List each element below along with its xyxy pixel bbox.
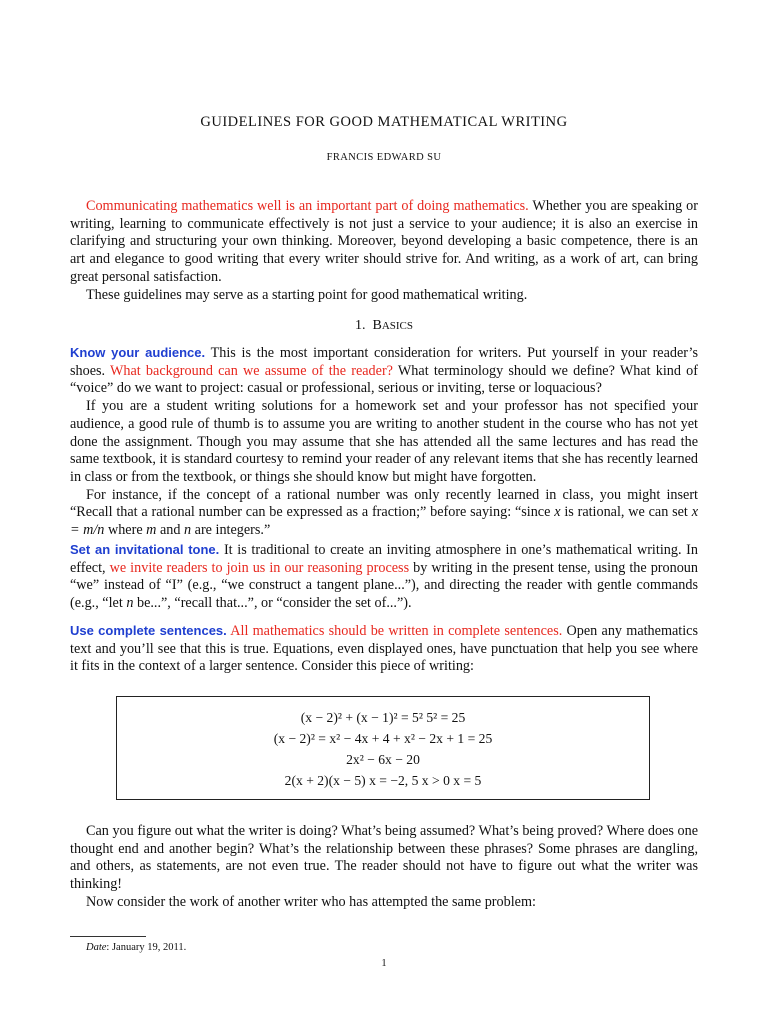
audience-p3-a: For instance, if the concept of a rational number was only recently learned in class, you might insert “Recall that a rational number can be expressed as a fraction;” before saying: “since <box>70 486 698 521</box>
audience-paragraph-1 <box>70 344 698 398</box>
footnote-rule <box>70 936 146 937</box>
tone-text-2: by writing in the present tense, using the pronoun “we” instead of “I” (e.g., “we construct a tangent plane...”), and directing the reader with gentle commands (e.g., “let <box>70 559 698 612</box>
intro-text: Whether you are speaking or writing, learning to communicate effectively is not just a service to your audience; it is also an exercise in clarifying and structuring your own thinking. Moreover, beyond developing a basic competence, there is an art and elegance to good writing that every writer should strive for. And writing, as a work of art, can bring great personal satisfaction. <box>70 198 698 285</box>
audience-p3-b: is rational, we can set <box>560 504 692 521</box>
footnote <box>86 942 186 953</box>
math-x: x <box>554 504 561 521</box>
section-title-rest: ASICS <box>381 320 414 332</box>
audience-p3-d: and <box>156 522 185 539</box>
audience-heading: Know your audience. <box>70 345 206 360</box>
intro-section <box>70 198 698 304</box>
tone-paragraph <box>70 541 698 613</box>
math-x-eq-m-over-n: x = m/n <box>70 504 698 539</box>
tone-text-3: be...”, “recall that...”, or “consider the set of...”). <box>133 595 412 612</box>
tone-highlight: we invite readers to join us in our reasoning process <box>109 559 410 576</box>
sentences-paragraph <box>70 622 698 676</box>
footnote-label: Date <box>86 942 107 953</box>
math-line-1: (x − 2)² + (x − 1)² = 5² 5² = 25 <box>300 710 466 725</box>
after-section <box>70 823 698 912</box>
math-line-2: (x − 2)² = x² − 4x + 4 + x² − 2x + 1 = 25 <box>273 731 493 746</box>
audience-p3-c: where <box>104 522 147 539</box>
section-title-initial: B <box>372 318 382 333</box>
sentences-text: Open any mathematics text and you’ll see that this is true. Equations, even displayed ones, have punctuation that help you see where it fits in the context of a larger sentence. Consider this piece of writing: <box>70 623 698 675</box>
math-display-box <box>116 696 650 800</box>
audience-paragraph-2: If you are a student writing solutions for a homework set and your professor has not specified your audience, a good rule of thumb is to assume you are writing to another student in the course who has not yet done the assignment. Though you may assume that she has attended all the same lectures and has read the same textbook, it is standard courtesy to remind your reader of any relevant items that she has recently learned in class or from the textbook, or things she should know but might have forgotten. <box>70 398 698 485</box>
math-line-4: 2(x + 2)(x − 5) x = −2, 5 x > 0 x = 5 <box>284 773 482 788</box>
math-line-3: 2x² − 6x − 20 <box>346 752 420 767</box>
page-number: 1 <box>381 958 387 969</box>
after-paragraph-2: Now consider the work of another writer who has attempted the same problem: <box>86 893 536 910</box>
intro-paragraph-2: These guidelines may serve as a starting point for good mathematical writing. <box>86 286 528 303</box>
section-number: 1. <box>354 318 366 333</box>
audience-paragraph-3 <box>70 487 698 540</box>
audience-p3-e: are integers.” <box>191 522 271 539</box>
intro-highlight: Communicating mathematics well is an important part of doing mathematics. <box>86 198 529 214</box>
document-author: FRANCIS EDWARD SU <box>326 152 442 163</box>
audience-text-2: What terminology should we define? What kind of “voice” do we want to project: casual or professional, serious or inviting, terse or loquacious? <box>70 362 698 397</box>
tone-text-1: It is traditional to create an inviting atmosphere in one’s mathematical writing. In effect, <box>70 542 698 576</box>
audience-text-1: This is the most important consideration for writers. Put yourself in your reader’s shoes. <box>70 345 698 379</box>
sentences-heading: Use complete sentences. <box>70 623 227 638</box>
sentences-highlight: All mathematics should be written in complete sentences. <box>226 623 563 639</box>
document-title: GUIDELINES FOR GOOD MATHEMATICAL WRITING <box>200 114 568 130</box>
after-paragraph-1: Can you figure out what the writer is doing? What’s being assumed? What’s being proved? Where does one thought end and another begin? What’s the relationship between these phrases? Some phrases are dangling, and others, as statements, are not even true. The reader should not have to figure out what the writer was thinking! <box>70 823 698 893</box>
math-n: n <box>184 522 192 539</box>
section-heading <box>0 318 768 334</box>
tone-heading: Set an invitational tone. <box>70 542 220 557</box>
math-m: m <box>146 522 157 539</box>
intro-paragraph-1 <box>70 198 698 287</box>
sentences-section <box>70 622 698 676</box>
tone-section <box>70 541 698 613</box>
math-n-tone: n <box>126 595 134 612</box>
audience-section <box>70 344 698 540</box>
audience-highlight: What background can we assume of the reader? <box>110 362 393 379</box>
footnote-text: : January 19, 2011. <box>106 942 187 953</box>
